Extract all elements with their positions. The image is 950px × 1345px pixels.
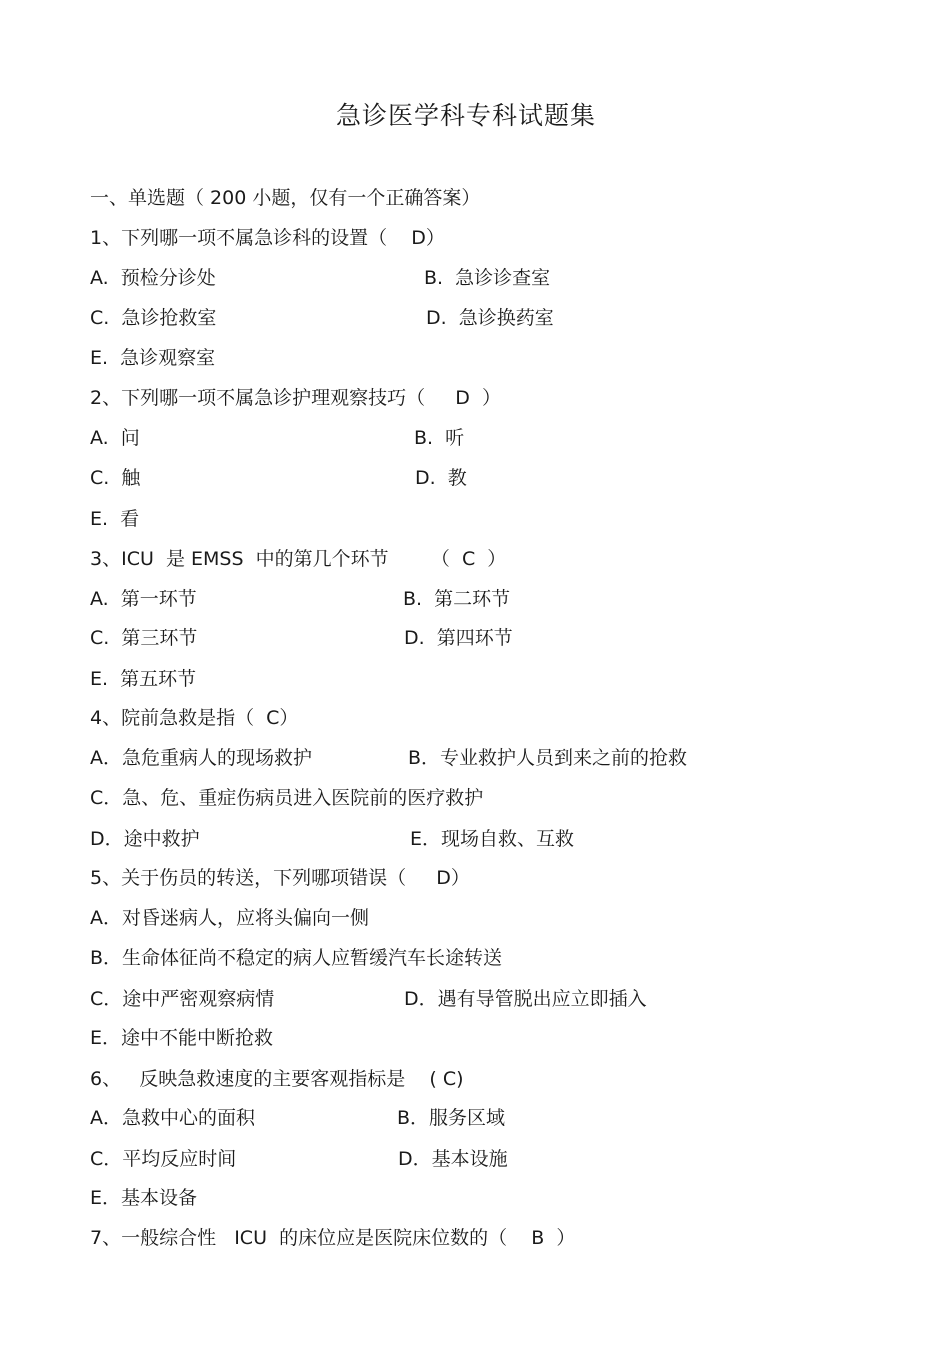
question-3-option-b: B. 第二环节 (403, 588, 511, 610)
question-2-option-a: A. 问 (90, 427, 140, 449)
question-2-option-c: C. 触 (90, 467, 141, 489)
question-4-option-a: A．急危重病人的现场救护 (90, 747, 312, 769)
question-1-stem: 1、下列哪一项不属急诊科的设置（ D） (90, 227, 445, 249)
question-3-option-c: C. 第三环节 (90, 627, 198, 649)
question-1-option-e: E. 急诊观察室 (90, 347, 216, 369)
question-4-option-e: E．现场自救、互救 (410, 828, 575, 850)
question-5-option-d: D．遇有导管脱出应立即插入 (404, 988, 647, 1010)
question-7-stem: 7、一般综合性 ICU 的床位应是医院床位数的（ B ） (90, 1227, 576, 1249)
question-6-option-e: E．基本设备 (90, 1187, 198, 1209)
question-6-option-a: A．急救中心的面积 (90, 1107, 255, 1129)
section-heading: 一、单选题（ 200 小题，仅有一个正确答案） (90, 187, 481, 209)
question-1-option-c: C. 急诊抢救室 (90, 307, 217, 329)
page-title: 急诊医学科专科试题集 (335, 101, 596, 130)
question-5-option-a: A．对昏迷病人，应将头偏向一侧 (90, 907, 369, 929)
question-4-stem: 4、院前急救是指（ C） (90, 707, 299, 729)
question-1-option-a: A. 预检分诊处 (90, 267, 216, 289)
question-6-stem: 6、 反映急救速度的主要客观指标是 ( C) (90, 1068, 464, 1090)
question-3-option-d: D. 第四环节 (404, 627, 513, 649)
question-3-option-e: E. 第五环节 (90, 668, 197, 690)
question-6-option-b: B．服务区域 (397, 1107, 506, 1129)
question-6-option-d: D．基本设施 (398, 1148, 508, 1170)
question-3-option-a: A. 第一环节 (90, 588, 197, 610)
question-1-option-b: B. 急诊诊查室 (424, 267, 551, 289)
question-1-option-d: D. 急诊换药室 (426, 307, 554, 329)
question-4-option-b: B．专业救护人员到来之前的抢救 (408, 747, 688, 769)
question-2-stem: 2、下列哪一项不属急诊护理观察技巧（ D ） (90, 387, 501, 409)
question-3-stem: 3、ICU 是 EMSS 中的第几个环节 （ C ） (90, 548, 507, 570)
question-5-option-e: E．途中不能中断抢救 (90, 1027, 274, 1049)
question-5-option-b: B．生命体征尚不稳定的病人应暂缓汽车长途转送 (90, 947, 503, 969)
question-4-option-d: D．途中救护 (90, 828, 200, 850)
question-5-stem: 5、关于伤员的转送，下列哪项错误（ D） (90, 867, 470, 889)
question-2-option-b: B. 听 (414, 427, 465, 449)
question-4-option-c: C．急、危、重症伤病员进入医院前的医疗救护 (90, 787, 484, 809)
question-5-option-c: C．途中严密观察病情 (90, 988, 275, 1010)
question-2-option-e: E. 看 (90, 508, 140, 530)
question-6-option-c: C．平均反应时间 (90, 1148, 237, 1170)
question-2-option-d: D. 教 (415, 467, 467, 489)
